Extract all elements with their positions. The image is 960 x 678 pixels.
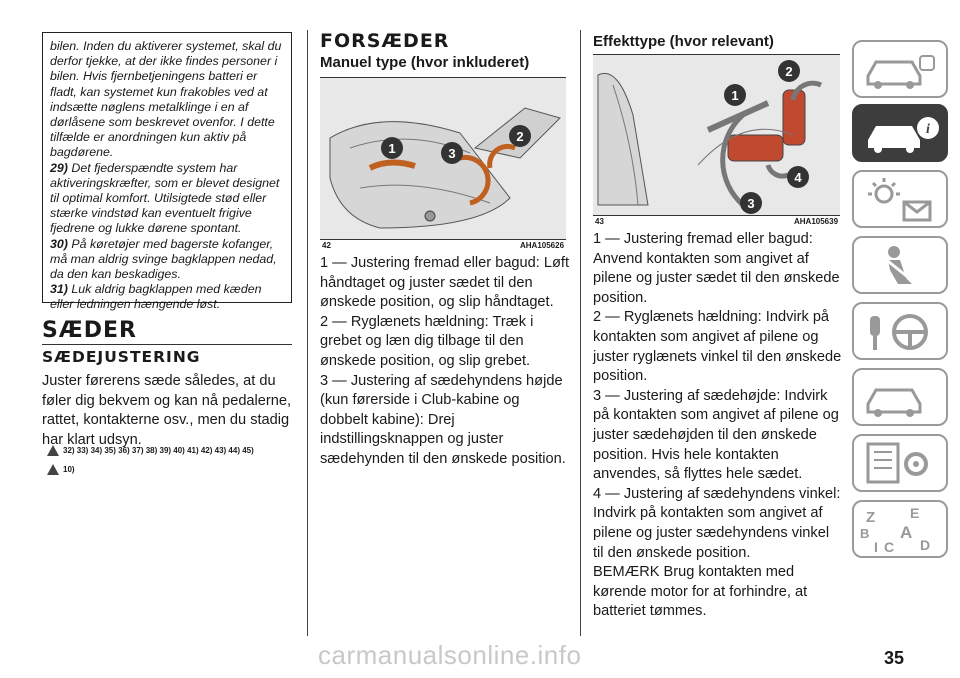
figure-power-seat <box>593 54 840 216</box>
car-info-icon <box>854 106 946 160</box>
title-rule <box>42 344 292 345</box>
sidebar-tab-emergency[interactable] <box>852 368 948 426</box>
callout-label: 2 <box>785 64 793 79</box>
sidebar-tab-safety[interactable] <box>852 236 948 294</box>
section-subtitle: Effekttype (hvor relevant) <box>593 33 774 50</box>
index-letter: E <box>910 505 920 521</box>
paragraph: 2 — Ryglænets hældning: Træk i grebet og læn dig tilbage til den ønskede position, og slip grebet. <box>320 313 534 369</box>
svg-text:i: i <box>926 122 930 137</box>
column-divider <box>580 30 581 636</box>
index-letter: C <box>884 539 895 555</box>
paragraph: 1 — Justering fremad eller bagud: Anvend kontakten som angivet af pilene og juster sædet til den ønskede position. <box>593 231 840 306</box>
warning-lights-icon <box>854 172 946 226</box>
page-number: 35 <box>884 648 905 668</box>
car-service-icon <box>854 370 946 424</box>
section-title: SÆDER <box>42 318 137 343</box>
index-letter: B <box>860 526 870 541</box>
warning-item: 29) Det fjederspændte system har aktiveringskræfter, som er blevet designet til optimal komfort. Utilsigtede stød eller stærke vindstød kan eventuelt frigive fjedrene og lukke dørene spontant. <box>50 160 280 236</box>
sidebar-tab-warning-lights[interactable] <box>852 170 948 228</box>
column-divider <box>307 30 308 636</box>
figure-code: AHA105626 <box>520 241 565 250</box>
callout-label: 1 <box>388 141 396 156</box>
section-body <box>320 254 570 470</box>
paragraph: 4 — Justering af sædehyndens vinkel: Indvirk på kontakten som angivet af pilene og juster sædehyndens vinkel til den ønskede position. <box>593 485 841 561</box>
paragraph: BEMÆRK Brug kontakten med kørende motor for at forhindre, at batteriet tømmes. <box>593 564 808 620</box>
index-letter: Z <box>866 509 876 526</box>
paragraph: 1 — Justering fremad eller bagud: Løft håndtaget og juster sædet til den ønskede position, og slip håndtaget. <box>320 255 570 311</box>
warning-intro: bilen. Inden du aktiverer systemet, skal du derfor tjekke, at der ikke findes personer i bilen. Hvis fjernbetjeningens batteri er fladt, kan systemet kun frakobles ved at indsætte nøglens metalklinge i en af dørlåsene som beskrevet ovenfor. I dette tilfælde er anordningen kun aktiv på bagdørene. <box>50 39 282 160</box>
car-dashboard-icon <box>854 42 946 96</box>
sidebar-tab-index[interactable] <box>852 500 948 558</box>
callout-label: 4 <box>794 170 802 185</box>
section-title: FORSÆDER <box>320 30 450 52</box>
figure-manual-seat <box>320 77 566 240</box>
warning-triangle-icon <box>47 445 59 456</box>
reference-list: 32) 33) 34) 35) 36) 37) 38) 39) 40) 41) 42) 43) 44) 45) <box>47 445 254 456</box>
section-body: Juster førerens sæde således, at du føler dig bekvem og kan nå pedalerne, rattet, kontakterne osv., men du stadig har klart udsyn. <box>42 373 292 448</box>
section-body <box>593 230 843 622</box>
warning-box <box>42 32 292 312</box>
index-letter: I <box>874 539 878 555</box>
warning-item: 31) Luk aldrig bagklappen med kæden eller ledningen hængende løst. <box>50 282 262 312</box>
section-subtitle: SÆDEJUSTERING <box>42 348 201 366</box>
sidebar-tab-dashboard[interactable] <box>852 40 948 98</box>
reference-list: 10) <box>47 464 75 475</box>
figure-code: AHA105639 <box>794 217 839 226</box>
manual-seat-illustration <box>320 78 566 239</box>
callout-label: 3 <box>747 196 755 211</box>
key-steering-icon <box>854 304 946 358</box>
sidebar-tab-technical-data[interactable] <box>852 434 948 492</box>
callout-label: 2 <box>516 129 524 144</box>
specs-gear-icon <box>854 436 946 490</box>
warning-item: 30) På køretøjer med bagerste kofanger, må man aldrig svinge bagklappen nedad, da den kan beskadiges. <box>50 236 277 282</box>
sidebar-tab-info[interactable] <box>852 104 948 162</box>
index-letter: D <box>920 537 931 553</box>
paragraph: 3 — Justering af sædehyndens højde (kun førerside i Club-kabine og dobbelt kabine): Drej indstillingsknappen og juster sædehynden til den ønskede position. <box>320 372 566 467</box>
watermark: carmanualsonline.info <box>318 640 582 670</box>
callout-label: 1 <box>731 88 739 103</box>
section-subtitle: Manuel type (hvor inkluderet) <box>320 54 530 71</box>
index-letter: A <box>900 523 913 542</box>
warning-triangle-icon <box>47 464 59 475</box>
paragraph: 3 — Justering af sædehøjde: Indvirk på kontakten som angivet af pilene og juster sædehøjden til den ønskede position. Hvis hele kontakten anvendes, så flyttes hele sædet. <box>593 387 839 483</box>
figure-number: 43 <box>595 217 604 226</box>
alphabet-index-icon <box>854 502 946 556</box>
callout-label: 3 <box>448 146 456 161</box>
sidebar-tab-starting-driving[interactable] <box>852 302 948 360</box>
airbag-seat-icon <box>854 238 946 292</box>
figure-number: 42 <box>322 241 331 250</box>
power-seat-illustration <box>593 55 840 215</box>
paragraph: 2 — Ryglænets hældning: Indvirk på kontakten som angivet af pilene og juster ryglænets vinkel til den ønskede position. <box>593 309 842 385</box>
